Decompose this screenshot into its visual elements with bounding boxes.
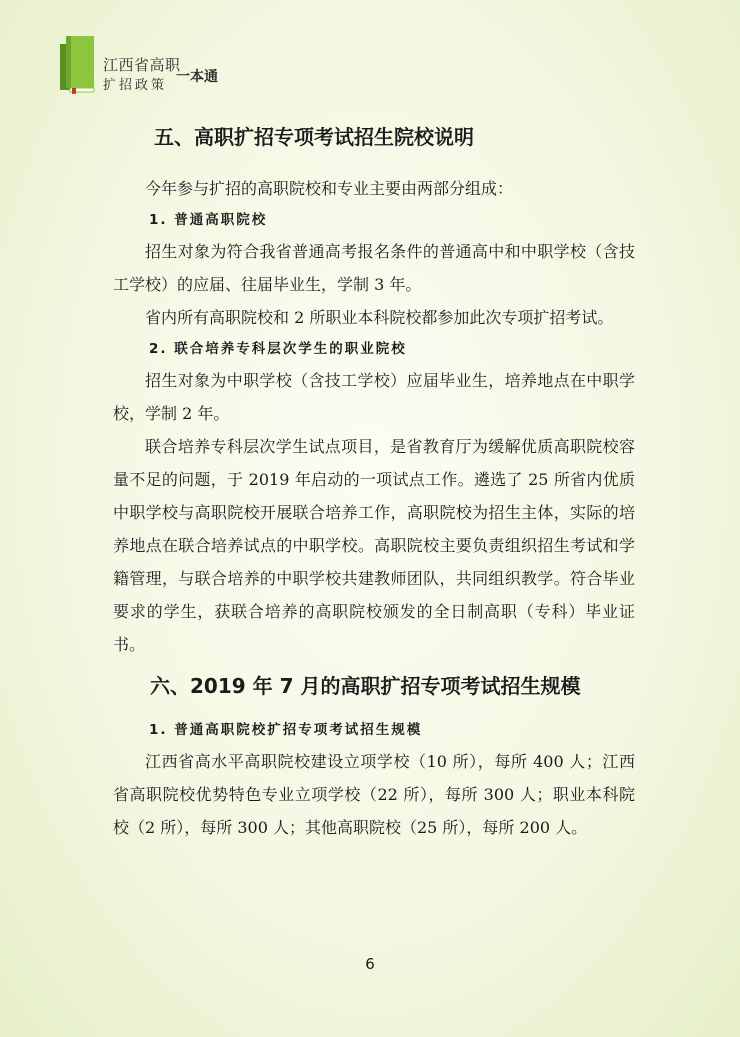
section-6-heading: 六、2019 年 7 月的高职扩招专项考试招生规模: [150, 674, 581, 698]
paragraph: 江西省高水平高职院校建设立项学校（10 所），每所 400 人；江西省高职院校优势特色专业立项学校（22 所），每所 300 人；职业本科院校（2 所），每所 300 人；其他高职院校（25 所），每所 200 人。: [113, 752, 635, 837]
section-6-subheading-1: 1. 普通高职院校扩招专项考试招生规模: [149, 722, 423, 738]
logo-title: 江西省高职: [103, 56, 181, 74]
section-5-subheading-1: 1. 普通高职院校: [149, 212, 268, 228]
section-5-heading: 五、高职扩招专项考试招生院校说明: [154, 125, 474, 149]
logo-suffix: 一本通: [176, 69, 218, 85]
paragraph: 招生对象为符合我省普通高考报名条件的普通高中和中职学校（含技工学校）的应届、往届毕业生，学制 3 年。: [113, 242, 635, 294]
page-number: 6: [365, 955, 375, 973]
section-5-subheading-2: 2. 联合培养专科层次学生的职业院校: [149, 341, 407, 357]
page-content: [113, 122, 635, 844]
section-5-intro: 今年参与扩招的高职院校和专业主要由两部分组成：: [145, 179, 514, 198]
logo-subtitle: 扩招政策: [103, 78, 168, 93]
header-logo: [58, 30, 278, 96]
paragraph: 招生对象为中职学校（含技工学校）应届毕业生，培养地点在中职学校，学制 2 年。: [113, 371, 635, 423]
paragraph: 联合培养专科层次学生试点项目，是省教育厅为缓解优质高职院校容量不足的问题，于 2019 年启动的一项试点工作。遴选了 25 所省内优质中职学校与高职院校开展联合培养工作，高职院校为招生主体，实际的培养地点在联合培养试点的中职学校。高职院校主要负责组织招生考试和学籍管理，与联合培养的中职学校共建教师团队，共同组织教学。符合毕业要求的学生，获联合培养的高职院校颁发的全日制高职（专科）毕业证书。: [113, 437, 635, 654]
paragraph: 省内所有高职院校和 2 所职业本科院校都参加此次专项扩招考试。: [145, 308, 614, 327]
book-icon: [58, 30, 98, 94]
